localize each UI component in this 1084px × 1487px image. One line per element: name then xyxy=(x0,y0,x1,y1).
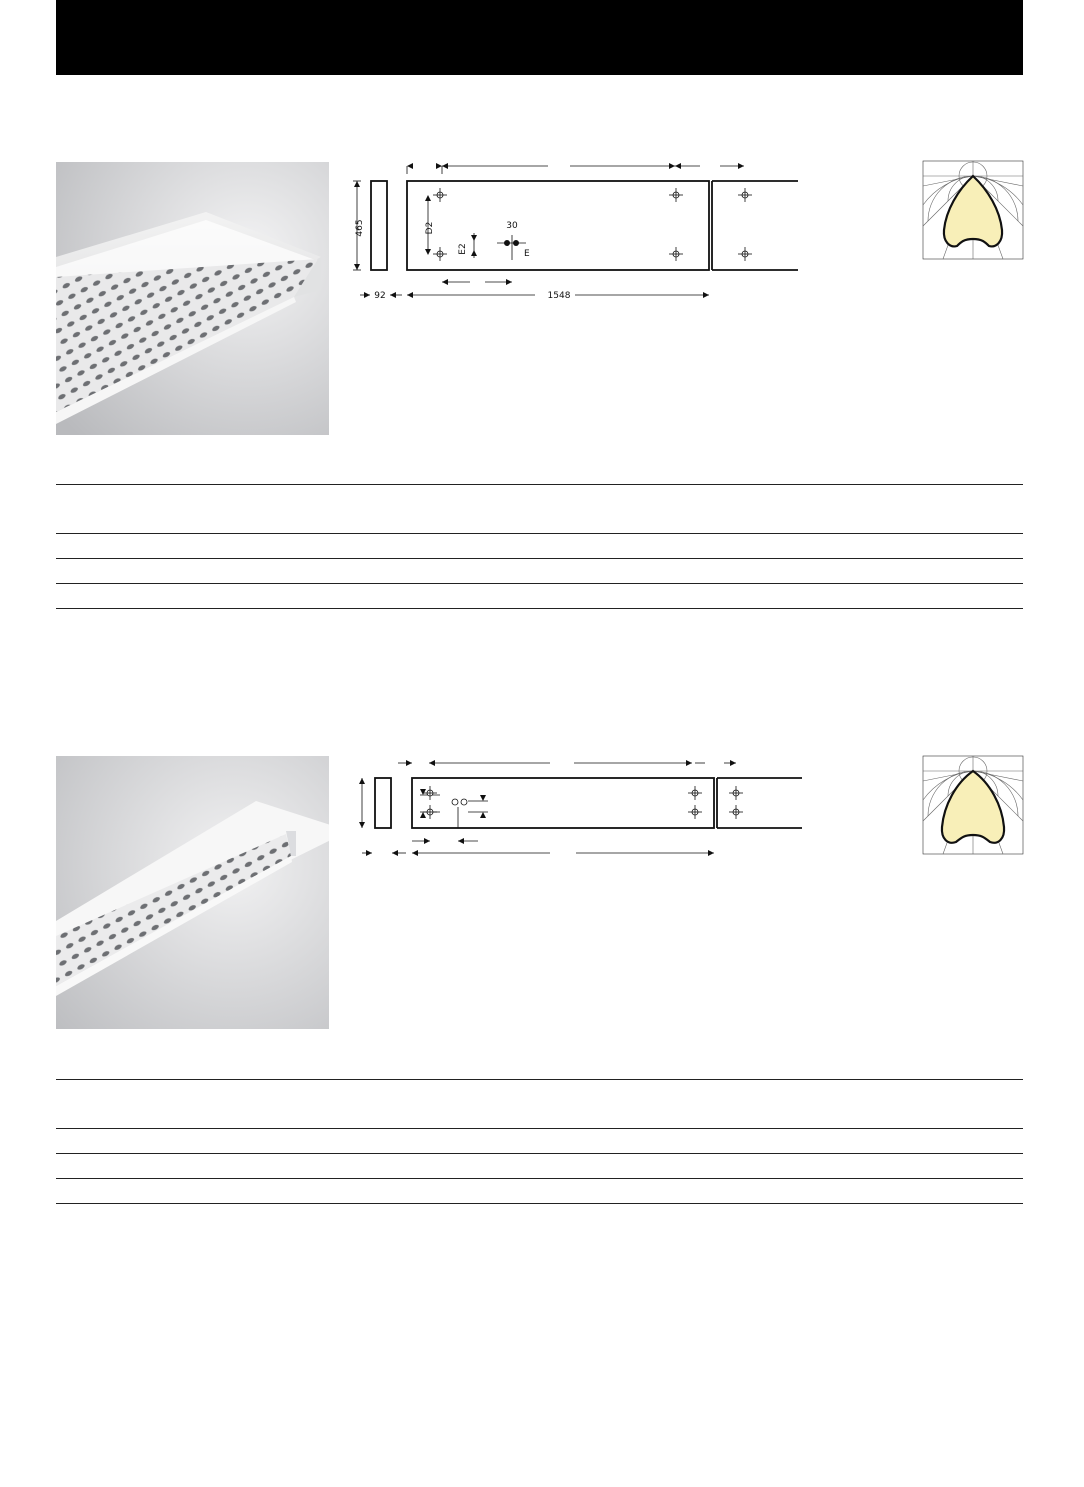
spacing-dimension-label: 30 xyxy=(506,221,518,231)
height-dimension-label: 465 xyxy=(355,219,365,237)
product-photo xyxy=(56,162,329,435)
e-label: E xyxy=(524,249,530,259)
dimension-drawing xyxy=(340,752,820,922)
table-rule xyxy=(56,1128,1023,1129)
d2-label: D2 xyxy=(425,221,435,235)
table-rule xyxy=(56,533,1023,534)
light-distribution-diagram xyxy=(922,755,1024,855)
table-rule xyxy=(56,1203,1023,1204)
table-rule xyxy=(56,484,1023,485)
table-rule xyxy=(56,583,1023,584)
length-dimension-label: 1548 xyxy=(547,291,571,301)
table-rule xyxy=(56,1153,1023,1154)
light-distribution-diagram xyxy=(922,160,1024,260)
table-rule xyxy=(56,558,1023,559)
product-photo xyxy=(56,756,329,1029)
table-rule xyxy=(56,1178,1023,1179)
header-bar xyxy=(56,0,1023,75)
e2-label: E2 xyxy=(458,243,468,255)
dimension-drawing xyxy=(340,158,820,328)
table-rule xyxy=(56,608,1023,609)
table-rule xyxy=(56,1079,1023,1080)
width-dimension-label: 92 xyxy=(374,291,386,301)
